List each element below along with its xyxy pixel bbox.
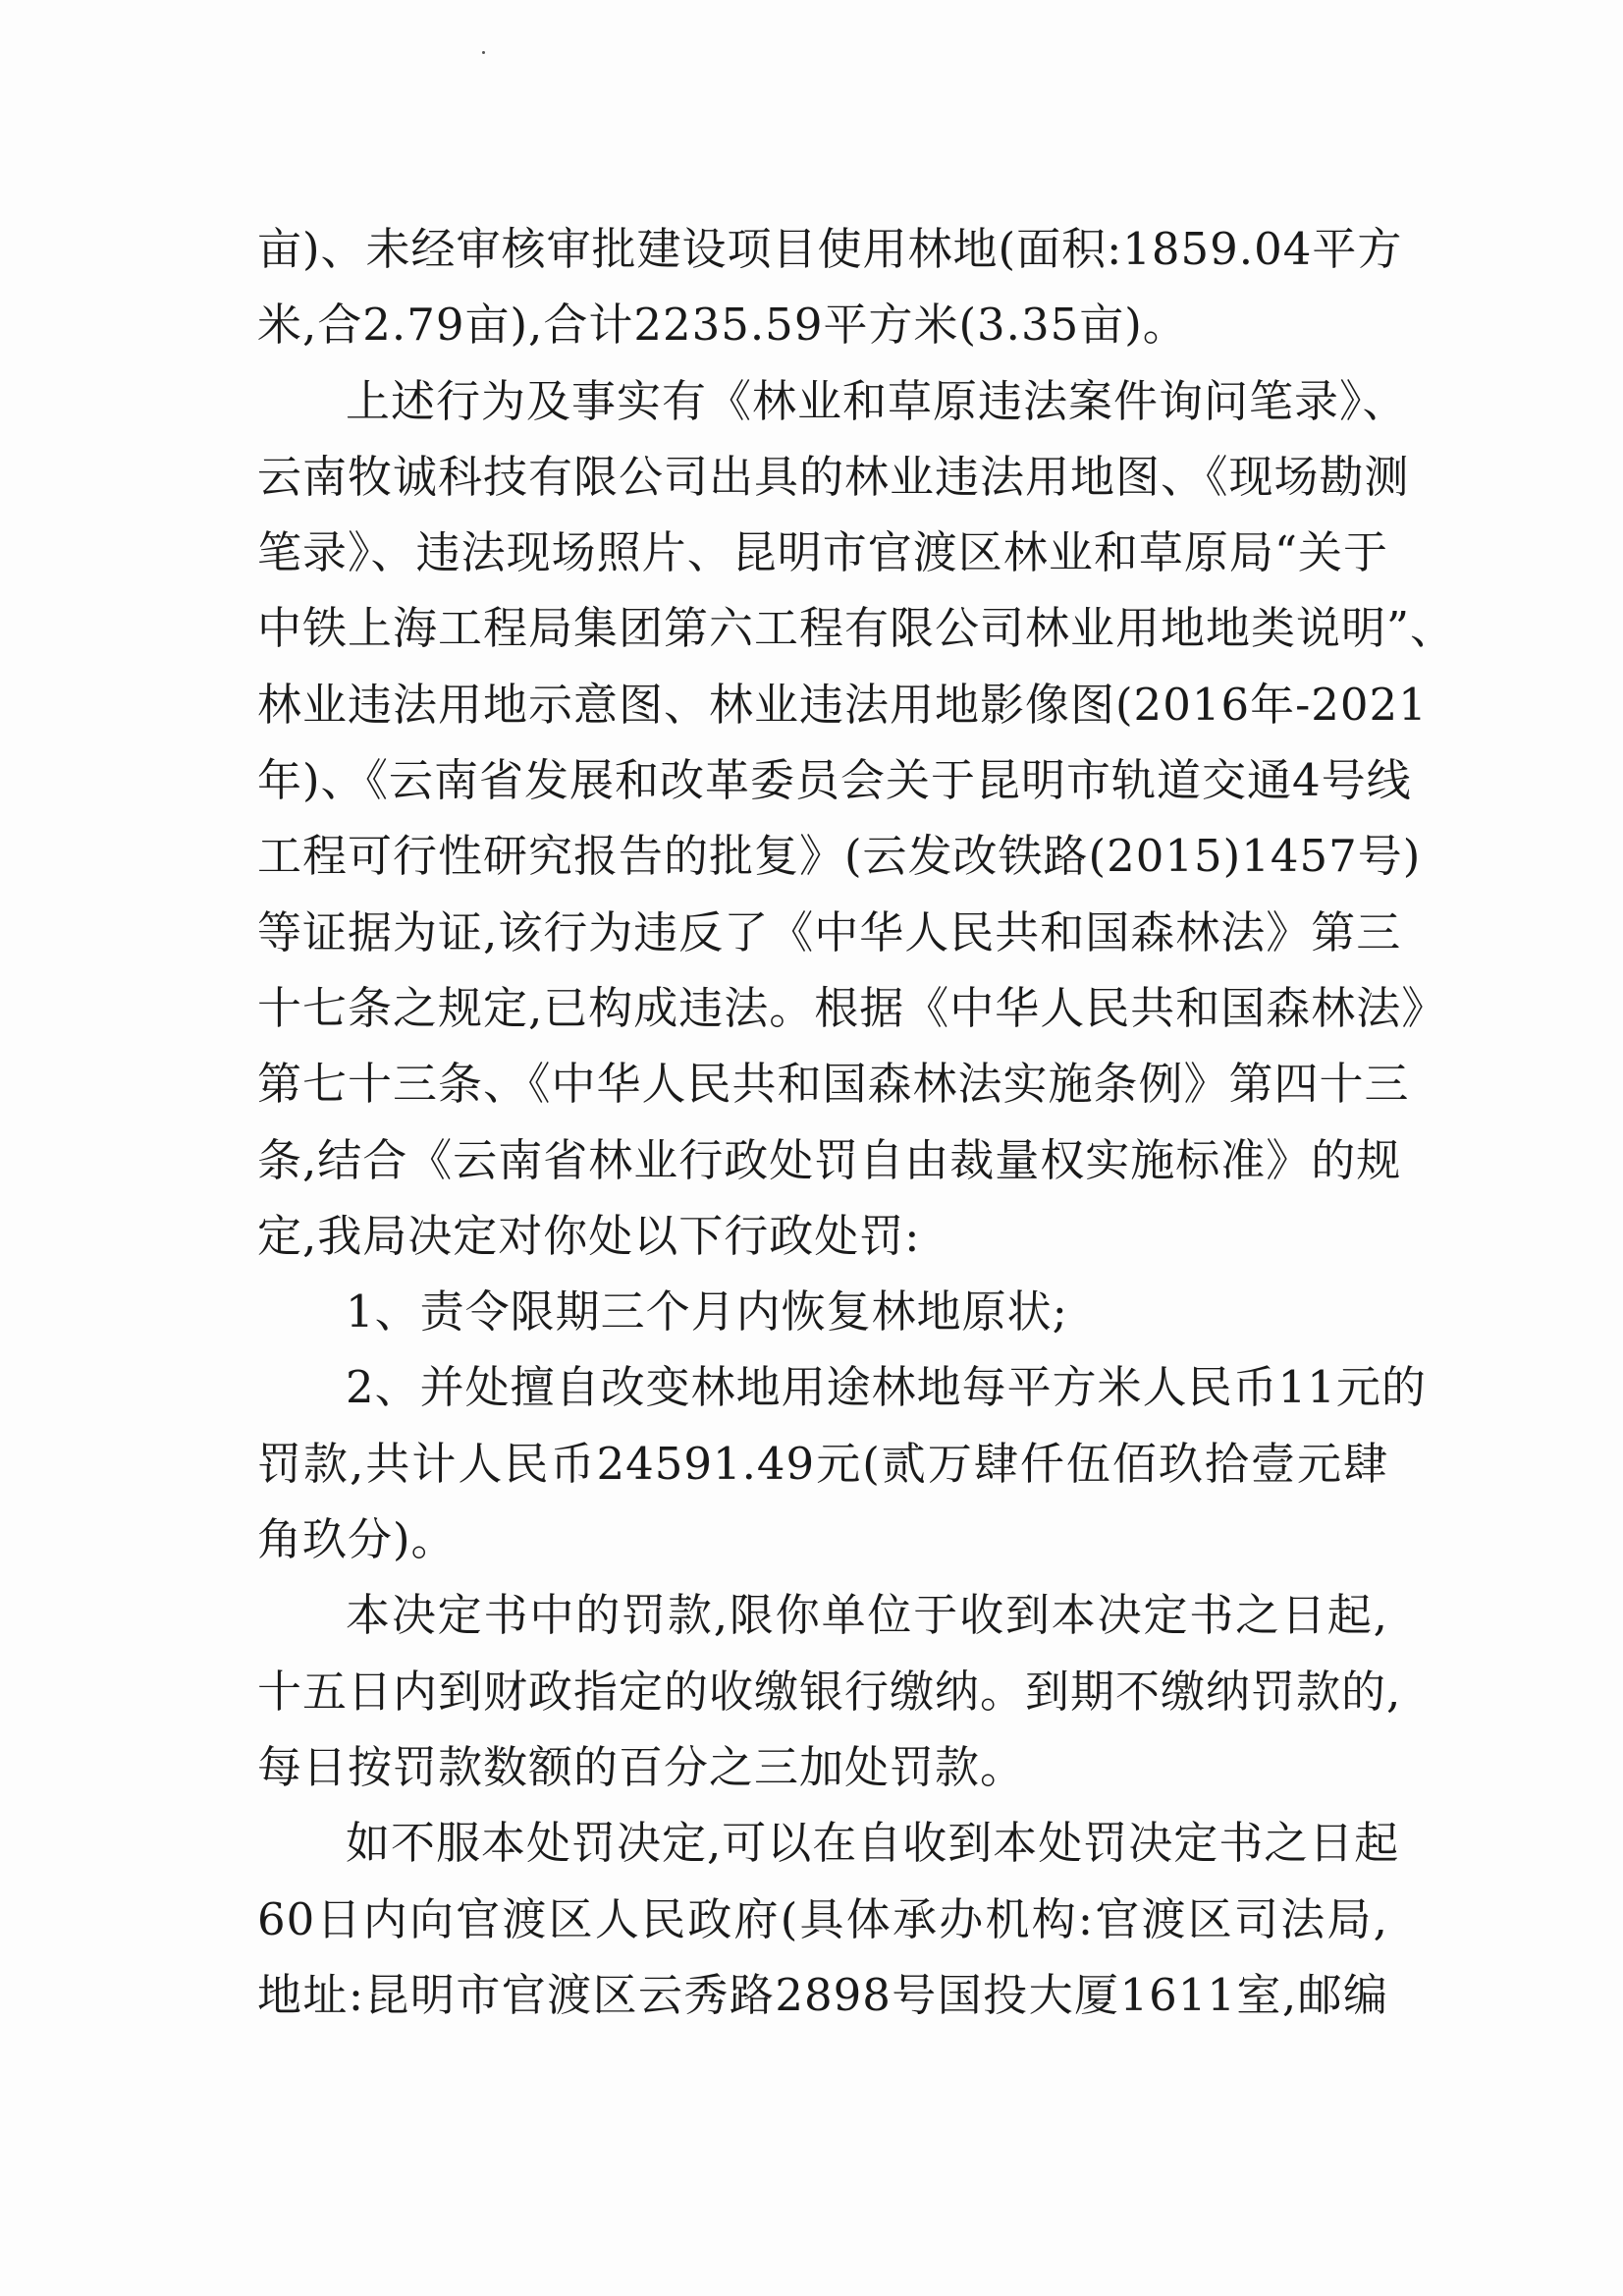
text-line: 米,合2.79亩),合计2235.59平方米(3.35亩)。	[257, 299, 1188, 352]
text-line: 第七十三条、《中华人民共和国森林法实施条例》第四十三	[257, 1058, 1410, 1111]
document-body	[257, 211, 1456, 2033]
text-line: 笔录》、违法现场照片、昆明市官渡区林业和草原局“关于	[257, 526, 1388, 579]
text-line: 60日内向官渡区人民政府(具体承办机构:官渡区司法局,	[257, 1892, 1388, 1945]
text-line: 云南牧诚科技有限公司出具的林业违法用地图、《现场勘测	[257, 450, 1410, 503]
text-line: 十五日内到财政指定的收缴银行缴纳。到期不缴纳罚款的,	[257, 1665, 1402, 1718]
text-line: 1、责令限期三个月内恢复林地原状;	[346, 1285, 1068, 1339]
text-line: 上述行为及事实有《林业和草原违法案件询问笔录》、	[346, 374, 1408, 427]
text-line: 工程可行性研究报告的批复》(云发改铁路(2015)1457号)	[257, 830, 1422, 883]
text-line: 中铁上海工程局集团第六工程有限公司林业用地地类说明”、	[257, 602, 1456, 655]
text-line: 定,我局决定对你处以下行政处罚:	[257, 1209, 921, 1262]
text-line: 2、并处擅自改变林地用途林地每平方米人民币11元的	[346, 1361, 1427, 1414]
text-line: 如不服本处罚决定,可以在自收到本处罚决定书之日起	[346, 1817, 1400, 1870]
text-line: 年)、《云南省发展和改革委员会关于昆明市轨道交通4号线	[257, 754, 1412, 807]
text-line: 角玖分)。	[257, 1513, 457, 1566]
text-line: 十七条之规定,已构成违法。根据《中华人民共和国森林法》	[257, 981, 1447, 1034]
text-line: 林业违法用地示意图、林业违法用地影像图(2016年-2021	[257, 678, 1428, 731]
text-line: 亩)、未经审核审批建设项目使用林地(面积:1859.04平方	[257, 223, 1403, 275]
text-line: 等证据为证,该行为违反了《中华人民共和国森林法》第三	[257, 905, 1402, 958]
text-line: 每日按罚款数额的百分之三加处罚款。	[257, 1740, 1026, 1793]
text-line: 条,结合《云南省林业行政处罚自由裁量权实施标准》的规	[257, 1133, 1402, 1186]
text-line: 本决定书中的罚款,限你单位于收到本决定书之日起,	[346, 1589, 1388, 1642]
text-line: 地址:昆明市官渡区云秀路2898号国投大厦1611室,邮编	[257, 1968, 1388, 2021]
text-line: 罚款,共计人民币24591.49元(贰万肆仟伍佰玖拾壹元肆	[257, 1437, 1388, 1490]
scan-speck	[482, 51, 485, 54]
